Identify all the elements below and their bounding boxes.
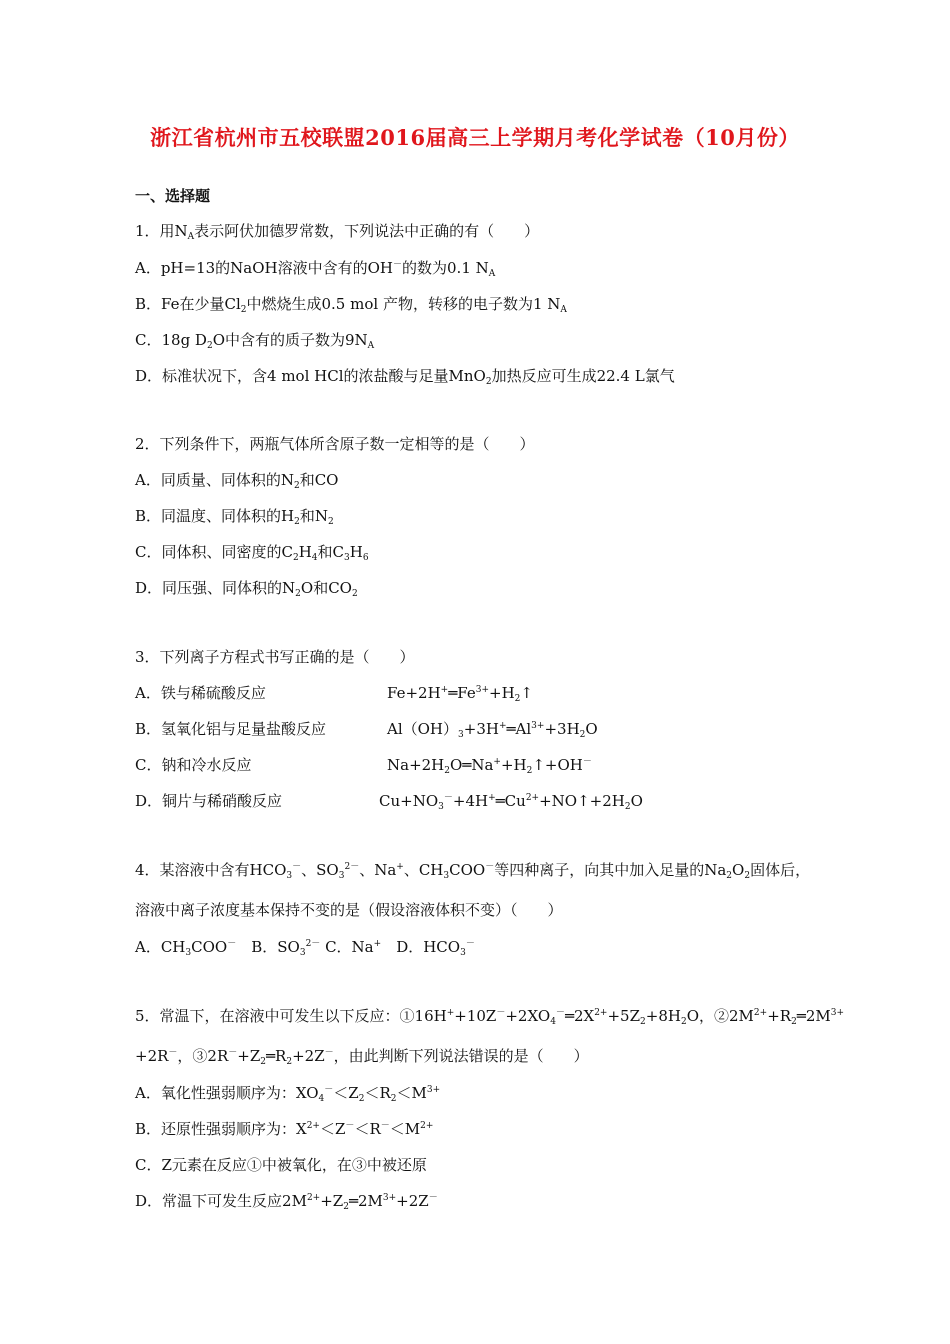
q3-option-a-label: A．铁与稀硫酸反应: [135, 684, 266, 702]
q1-stem: 1．用$N_A$表示阿伏加德罗常数，下列说法中正确的有（ ）: [135, 222, 540, 242]
q1-option-c: C．18g $D_2O$中含有的质子数为$9N_A$: [135, 331, 375, 351]
q3-option-d-equation: $Cu+NO_3^-+4H^+═Cu^{2+}+NO↑+2H_2O$: [379, 792, 643, 812]
q2-option-d: D．同压强、同体积的$N_2O$和$CO_2$: [135, 579, 358, 599]
q2-option-a: A．同质量、同体积的$N_2$和CO: [135, 471, 339, 491]
section-heading: 一、选择题: [135, 187, 211, 205]
q3-option-c-label: C．钠和冷水反应: [135, 756, 252, 774]
q5-option-c: C．Z元素在反应①中被氧化，在③中被还原: [135, 1156, 427, 1174]
q3-option-c-equation: $Na+2H_2O═Na^++H_2↑+OH^-$: [387, 756, 592, 776]
q3-stem: 3．下列离子方程式书写正确的是（ ）: [135, 648, 415, 666]
q1-option-a: A．pH=13的NaOH溶液中含有的OH－的数为0.1 $N_A$: [135, 259, 496, 279]
q4-options: A．$CH_3COO^-$ B．$SO_3^{2-}$ C．Na+ D．$HCO_3^-$: [135, 938, 475, 958]
q1-option-b: B．Fe在少量$Cl_2$中燃烧生成0.5 mol 产物，转移的电子数为1 $N_A$: [135, 295, 567, 315]
q4-stem-line-2: 溶液中离子浓度基本保持不变的是（假设溶液体积不变）（ ）: [135, 901, 563, 919]
q2-stem: 2．下列条件下，两瓶气体所含原子数一定相等的是（ ）: [135, 435, 535, 453]
q5-stem-line-1: 5．常温下，在溶液中可发生以下反应：$①16H^++10Z^-+2XO_4^-═2X^{2+}+5Z_2+8H_2O$，$②2M^{2+}+R_2═2M^{3+}$: [135, 1007, 845, 1027]
q1-option-d: D．标准状况下，含4 mol HCl的浓盐酸与足量MnO$_2$加热反应可生成22.4 L氯气: [135, 367, 675, 387]
page-title: 浙江省杭州市五校联盟2016届高三上学期月考化学试卷（10月份）: [150, 125, 800, 150]
q3-option-d: [135, 791, 735, 811]
q5-option-b: B．还原性强弱顺序为：$X^{2+}<Z^-<R^-<M^{2+}$: [135, 1120, 434, 1138]
q5-stem-line-2: +2R－，$③2R^-+Z_2═R_2+2Z^-$，由此判断下列说法错误的是（ ）: [135, 1047, 589, 1067]
q5-option-a: A．氧化性强弱顺序为：$XO_4^-<Z_2<R_2<M^{3+}$: [135, 1084, 441, 1104]
q2-option-c: C．同体积、同密度的$C_2H_4$和$C_3H_6$: [135, 543, 369, 563]
q3-option-b-label: B．氢氧化铝与足量盐酸反应: [135, 720, 327, 738]
q3-option-c: [135, 755, 735, 775]
q5-option-d: D．常温下可发生反应$2M^{2+}+Z_2═2M^{3+}+2Z^-$: [135, 1192, 438, 1212]
q3-option-b: [135, 719, 735, 739]
q3-option-d-label: D．铜片与稀硝酸反应: [135, 792, 283, 810]
q3-option-b-equation: $Al(OH)_3+3H^+═Al^{3+}+3H_2O$: [387, 720, 598, 740]
q2-option-b: B．同温度、同体积的$H_2$和$N_2$: [135, 507, 334, 527]
q3-option-a: [135, 683, 735, 703]
q4-stem-line-1: 4．某溶液中含有$HCO_3^-$、$SO_3^{2-}$、Na+、$CH_3COO^-$等四种离子，向其中加入足量的$Na_2O_2$固体后，: [135, 861, 811, 881]
q3-option-a-equation: $Fe+2H^+═Fe^{3+}+H_2↑$: [387, 684, 533, 704]
